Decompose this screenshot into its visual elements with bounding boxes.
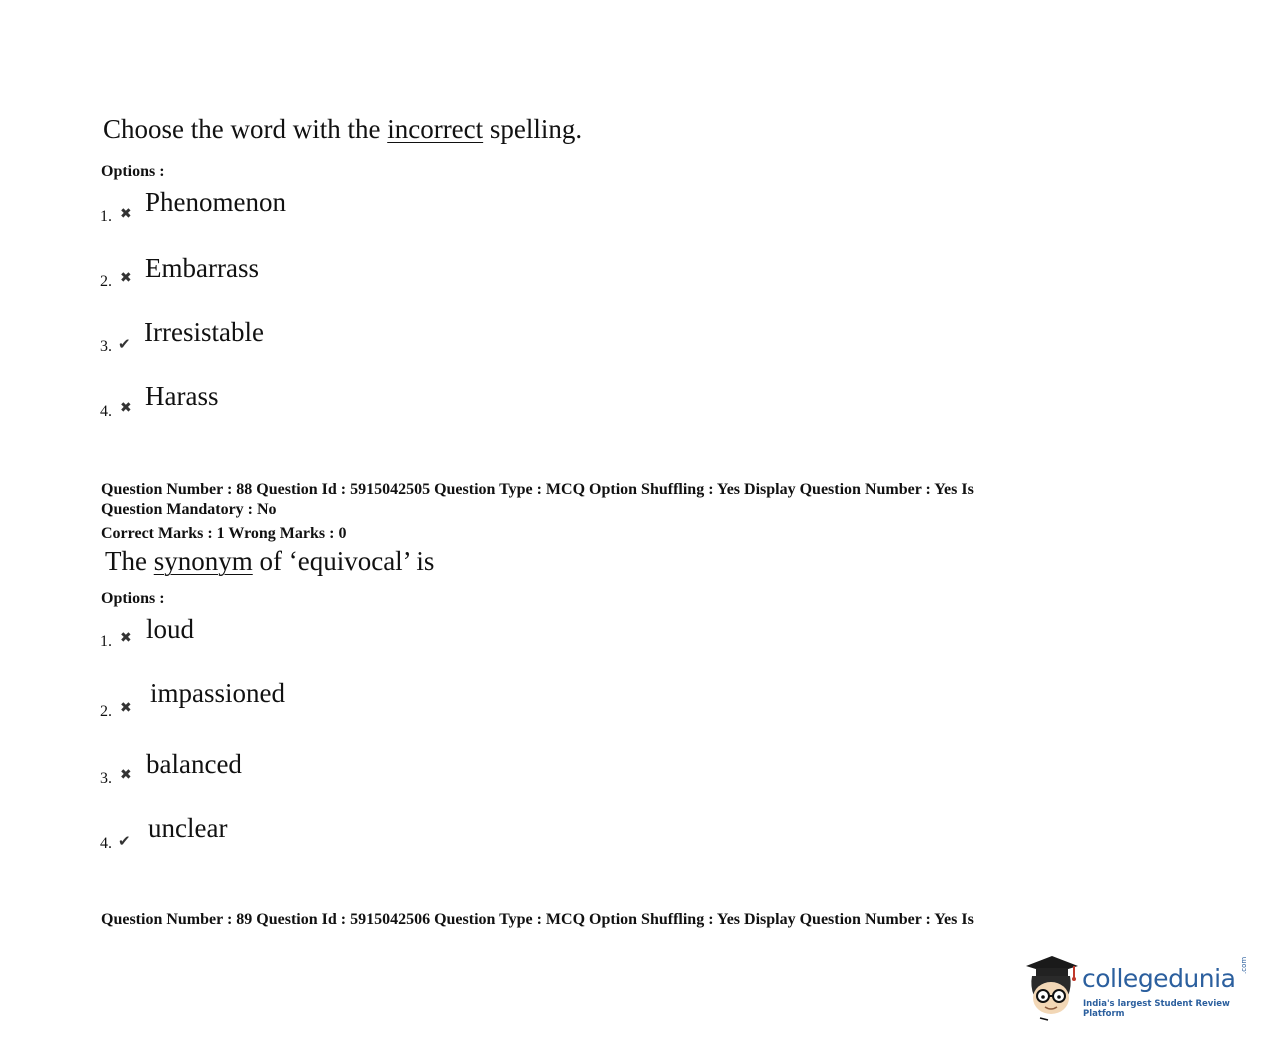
checkmark-icon: ✔	[118, 834, 131, 850]
option-number: 3.	[100, 338, 112, 355]
question-text-part: of ‘equivocal’ is	[252, 546, 435, 576]
option-number: 4.	[100, 403, 112, 420]
question-underlined-word: incorrect	[387, 114, 484, 144]
question-88-meta-line1: Question Number : 88 Question Id : 5915042505 Question Type : MCQ Option Shuffling : Yes Display Question Number : Yes Is	[101, 481, 974, 498]
mascot-icon	[1022, 952, 1080, 1024]
option-text: Embarrass	[145, 253, 259, 283]
cross-icon: ✖	[120, 631, 132, 646]
cross-icon: ✖	[120, 701, 132, 716]
cross-icon: ✖	[120, 207, 132, 222]
question-text-part: The	[105, 546, 154, 576]
option-text: Irresistable	[144, 317, 264, 347]
option-text: unclear	[148, 813, 228, 843]
option-text: Phenomenon	[145, 187, 286, 217]
options-label: Options :	[101, 163, 165, 180]
option-number: 3.	[100, 770, 112, 787]
option-text: loud	[146, 614, 195, 644]
option-number: 2.	[100, 703, 112, 720]
question-88-text	[105, 546, 434, 577]
options-label: Options :	[101, 590, 165, 607]
option-number: 2.	[100, 273, 112, 290]
cross-icon: ✖	[120, 768, 132, 783]
question-88-meta-line2: Question Mandatory : No	[101, 501, 277, 518]
option-number: 1.	[100, 208, 112, 225]
logo-tagline: India's largest Student Review Platform	[1083, 999, 1230, 1019]
question-text-part: Choose the word with the	[103, 114, 388, 144]
option-text: balanced	[146, 749, 242, 779]
cross-icon: ✖	[120, 401, 132, 416]
question-88-meta-line3: Correct Marks : 1 Wrong Marks : 0	[101, 525, 347, 542]
question-89-meta-line1: Question Number : 89 Question Id : 5915042506 Question Type : MCQ Option Shuffling : Yes Display Question Number : Yes Is	[101, 911, 974, 928]
collegedunia-logo	[1022, 952, 1252, 1024]
option-number: 4.	[100, 835, 112, 852]
question-underlined-word: synonym	[153, 546, 253, 576]
question-text-part: spelling.	[483, 114, 583, 144]
logo-wordmark: collegedunia	[1082, 964, 1236, 993]
option-number: 1.	[100, 633, 112, 650]
cross-icon: ✖	[120, 271, 132, 286]
option-text: impassioned	[150, 678, 285, 708]
question-87-text	[103, 114, 582, 145]
checkmark-icon: ✔	[118, 337, 131, 353]
option-text: Harass	[145, 381, 219, 411]
logo-dotcom: .com	[1240, 956, 1248, 974]
